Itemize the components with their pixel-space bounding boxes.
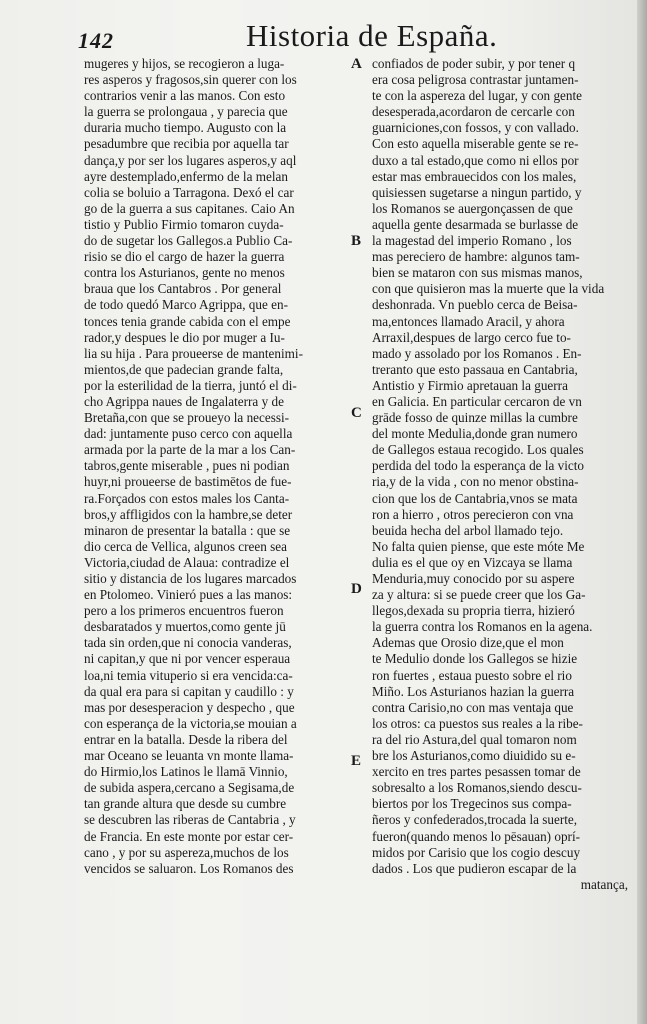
running-head: Historia de España. [246, 18, 498, 53]
text-line: Menduria,muy conocido por su aspere [372, 571, 575, 586]
text-line: en Galicia. En particular cercaron de vn [372, 393, 582, 409]
text-line: pesadumbre que recibia por aquella tar [84, 136, 289, 152]
text-line: grāde fosso de quinze millas la cumbre [372, 410, 578, 426]
text-line: llegos,dexada su propria tierra, hizieró [372, 603, 575, 619]
text-line: Arraxil,despues de largo cerco fue to- [372, 329, 571, 345]
text-line: con esperança de la victoria,se mouian a [84, 715, 297, 731]
text-line: sobresalto a los Romanos,siendo descu- [372, 780, 582, 796]
text-line: bros,y affligidos con la hambre,se deter [84, 506, 293, 522]
text-line: dad: juntamente puso cerco con aquella [84, 426, 293, 442]
text-line: era cosa peligrosa contrastar juntamen- [372, 72, 579, 88]
text-line: pero a los primeros encuentros fueron [84, 603, 284, 619]
text-line: la guerra contra los Romanos en la agena. [372, 619, 593, 635]
text-line: ayre destemplado,enfermo de la melan [84, 168, 288, 184]
text-line: midos por Carisio que los cogio descuy [372, 844, 581, 860]
text-line: mas pereciero de hambre: algunos tam- [372, 249, 580, 265]
text-line: de Francia. En este monte por estar cer- [84, 828, 294, 844]
text-line: No falta quien piense, que este móte Me [372, 538, 585, 554]
page-edge-shadow [637, 0, 647, 1024]
text-line: ma,entonces llamado Aracil, y ahora [372, 313, 565, 329]
text-line: mas por desesperacion y despecho , que [84, 699, 295, 715]
text-line: cion que los de Cantabria,vnos se mata [372, 490, 578, 506]
text-line: tada sin orden,que ni conocia vanderas, [84, 635, 292, 651]
text-line: Miño. Los Asturianos hazian la guerra [372, 683, 575, 699]
text-line: dados . Los que pudieron escapar de la [372, 860, 577, 876]
text-line: guarniciones,con fossos, y con vallado. [372, 120, 579, 136]
text-line: biertos por los Tregecinos sus compa- [372, 796, 572, 812]
text-line: de subida aspera,cercano a Segisama,de [84, 780, 295, 796]
page-number: 142 [78, 28, 114, 53]
text-line: dança,y por ser los lugares asperos,y aql [84, 152, 297, 168]
text-line: duxo a tal estado,que como ni ellos por [372, 152, 579, 168]
text-line: tan grande altura que desde su cumbre [84, 796, 287, 812]
text-line: loa,ni temia vituperio si era vencida:ca- [84, 667, 293, 683]
text-line: ron a hierro , otros perecieron con vna [372, 506, 574, 522]
text-line: ra.Forçados con estos males los Canta- [84, 490, 290, 506]
text-line: tistio y Publio Firmio tomaron cuyda- [84, 216, 284, 232]
margin-letter-a: A [351, 56, 362, 72]
text-line: perdida del todo la esperança de la victo [372, 458, 585, 474]
text-line: Bretaña,con que se proueyo la necessi- [84, 410, 290, 426]
text-line: bien se mataron con sus mismas manos, [372, 265, 583, 281]
text-line: do Hirmio,los Latinos le llamā Vinnio, [84, 764, 288, 780]
text-line: sitio y distancia de los lugares marcados [84, 571, 297, 586]
text-line: la magestad del imperio Romano , los [372, 233, 572, 249]
text-line: cho Agrippa naues de Ingalaterra y de [84, 393, 284, 409]
text-line: huyr,ni proueerse de bastimētos de fue- [84, 474, 292, 490]
margin-letter-c: C [351, 405, 362, 421]
text-line: contrarios venir a las manos. Con esto [84, 88, 286, 104]
text-line: Antistio y Firmio apretauan la guerra [372, 377, 568, 393]
text-line: ni capitan,y que ni por vencer esperaua [84, 651, 291, 667]
text-line: duraria mucho tiempo. Augusto con la [84, 120, 287, 136]
text-line: la guerra se prolongaua , y parecia que [84, 104, 288, 120]
right-column [372, 56, 628, 893]
text-line: mugeres y hijos, se recogieron a luga- [84, 56, 285, 71]
text-line: risio se dio el cargo de hazer la guerra [84, 249, 285, 265]
text-line: za y altura: si se puede creer que los Ga- [372, 587, 586, 603]
text-line: de todo quedó Marco Agrippa, que en- [84, 297, 288, 313]
text-line: de Gallegos estaua recogido. Los quales [372, 442, 584, 458]
text-line: estar mas embrauecidos con los males, [372, 168, 577, 184]
text-line: desesperada,acordaron de cercarle con [372, 104, 575, 120]
text-line: tonces tenia grande cabida con el empe [84, 313, 291, 329]
text-line: confiados de poder subir, y por tener q [372, 56, 576, 71]
text-line: Ademas que Orosio dize,que el mon [372, 635, 564, 651]
text-line: por la esterilidad de la tierra, juntó el di- [84, 377, 297, 393]
margin-letter-e: E [351, 753, 362, 769]
text-line: aquella gente desarmada se burlasse de [372, 216, 579, 232]
text-line: rador,y despues le dio por muger a Iu- [84, 329, 285, 345]
text-line: braua que los Cantabros . Por general [84, 281, 282, 297]
left-column [84, 56, 354, 877]
text-line: Con esto aquella miserable gente se re- [372, 136, 579, 152]
text-line: mado y assolado por los Romanos . En- [372, 345, 582, 361]
text-line: ñeros y confederados,trocada la suerte, [372, 812, 578, 828]
text-line: deshonrada. Vn pueblo cerca de Beisa- [372, 297, 578, 313]
text-line: dulia es el que oy en Vizcaya se llama [372, 554, 573, 570]
text-line: xercito en tres partes pesassen tomar de [372, 764, 581, 780]
text-line: desbaratados y muertos,como gente jū [84, 619, 286, 635]
text-line: tabros,gente miserable , pues ni podian [84, 458, 290, 474]
text-line: ria,y de la vida , con no menor obstina- [372, 474, 579, 490]
text-line: matança, [580, 876, 628, 892]
text-line: se descubren las riberas de Cantabria , y [84, 812, 296, 828]
text-line: te con la aspereza del lugar, y con gente [372, 88, 583, 104]
text-line: lia su hija . Para proueerse de mantenimi- [84, 345, 303, 361]
text-line: treranto que esto passaua en Cantabria, [372, 361, 578, 377]
text-line: minaron de presentar la batalla : que se [84, 522, 291, 538]
margin-letter-b: B [351, 233, 362, 249]
text-line: quisiessen sugetarse a ningun partido, y [372, 184, 582, 200]
text-line: en Ptolomeo. Vinieró pues a las manos: [84, 587, 293, 603]
text-line: mar Oceano se leuanta vn monte llama- [84, 748, 294, 764]
text-line: del monte Medulia,donde gran numero [372, 426, 578, 442]
text-line: cano , y por su aspereza,muchos de los [84, 844, 289, 860]
text-line: ron fuertes , estaua puesto sobre el rio [372, 667, 572, 683]
text-line: beuida hecha del arbol llamado tejo. [372, 522, 564, 538]
text-line: bre los Asturianos,como diuidido su e- [372, 748, 576, 764]
text-line: vencidos se saluaron. Los Romanos des [84, 860, 294, 876]
text-line: ra del rio Astura,del qual tomaron nom [372, 731, 577, 747]
text-line: do de sugetar los Gallegos.a Publio Ca- [84, 233, 293, 249]
text-line: entrar en la batalla. Desde la ribera del [84, 731, 288, 747]
text-line: contra Carisio,no con mas ventaja que [372, 699, 574, 715]
text-line: res asperos y fragosos,sin querer con los [84, 72, 297, 88]
text-line: con que quisieron mas la muerte que la vida [372, 281, 605, 297]
text-line: mientos,de que padecian grande falta, [84, 361, 284, 377]
margin-letter-d: D [351, 581, 362, 597]
text-line: los otros: ca puestos sus reales a la ribe- [372, 715, 583, 731]
text-line: go de la guerra a sus capitanes. Caio An [84, 200, 295, 216]
text-line: dio cerca de Vellica, algunos creen sea [84, 538, 287, 554]
text-line: colia se boluio a Tarragona. Dexó el car [84, 184, 294, 200]
text-line: Victoria,ciudad de Alaua: contradize el [84, 554, 290, 570]
text-line: te Medulio donde los Gallegos se hizie [372, 651, 578, 667]
text-line: armada por la parte de la mar a los Can- [84, 442, 296, 458]
text-line: los Romanos se auergonçassen de que [372, 200, 573, 216]
text-line: da qual era para si capitan y caudillo : y [84, 683, 294, 699]
text-line: fueron(quando menos lo pēsauan) oprí- [372, 828, 581, 844]
text-line: contra los Asturianos, gente no menos [84, 265, 285, 281]
